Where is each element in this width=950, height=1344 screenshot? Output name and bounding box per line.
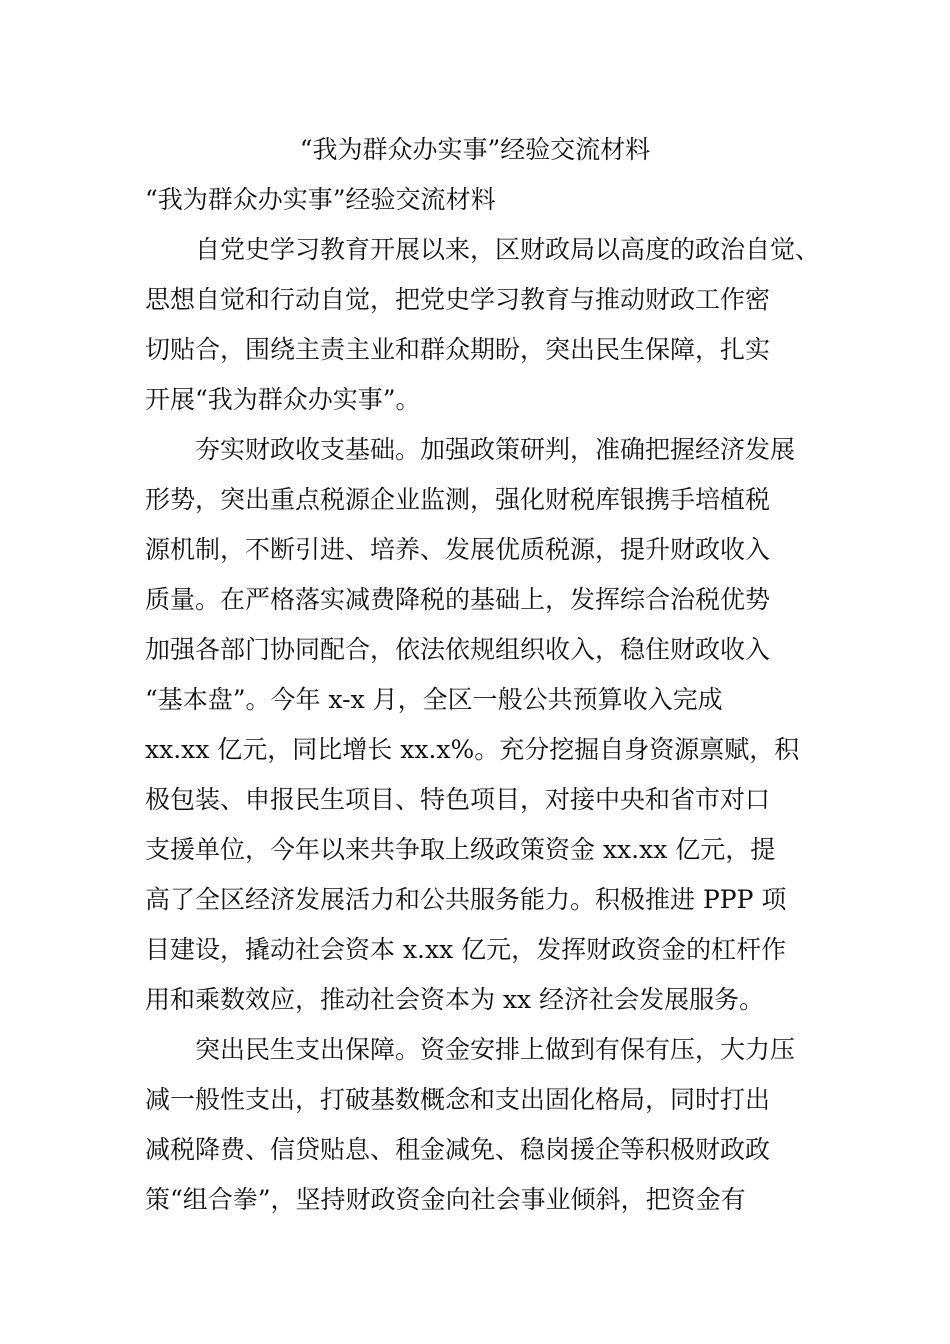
- text-line: 策“组合拳”，坚持财政资金向社会事业倾斜，把资金有: [145, 1185, 746, 1214]
- text-line: 思想自觉和行动自觉，把党史学习教育与推动财政工作密: [145, 285, 771, 314]
- text-line: xx.xx 亿元，同比增长 xx.x%。充分挖掘自身资源禀赋，积: [145, 735, 800, 764]
- text-line: 切贴合，围绕主责主业和群众期盼，突出民生保障，扎实: [145, 335, 771, 364]
- document-title: “我为群众办实事”经验交流材料: [299, 135, 651, 164]
- text-line: 质量。在严格落实减费降税的基础上，发挥综合治税优势: [145, 585, 771, 614]
- text-line: 支援单位，今年以来共争取上级政策资金 xx.xx 亿元，提: [145, 835, 776, 864]
- text-line: 减一般性支出，打破基数概念和支出固化格局，同时打出: [145, 1085, 771, 1114]
- text-line: 形势，突出重点税源企业监测，强化财税库银携手培植税: [145, 485, 771, 514]
- text-line: 用和乘数效应，推动社会资本为 xx 经济社会发展服务。: [145, 985, 765, 1014]
- text-line: 源机制，不断引进、培养、发展优质税源，提升财政收入: [145, 535, 771, 564]
- text-line: 高了全区经济发展活力和公共服务能力。积极推进 PPP 项: [145, 885, 787, 914]
- text-line: 极包装、申报民生项目、特色项目，对接中央和省市对口: [145, 785, 771, 814]
- text-line: “基本盘”。今年 x-x 月，全区一般公共预算收入完成: [145, 685, 723, 714]
- text-line: 目建设，撬动社会资本 x.xx 亿元，发挥财政资金的杠杆作: [145, 935, 787, 964]
- text-line: 加强各部门协同配合，依法依规组织收入，稳住财政收入: [145, 635, 771, 664]
- text-line: 自党史学习教育开展以来，区财政局以高度的政治自觉、: [145, 235, 821, 264]
- text-line: 开展“我为群众办实事”。: [145, 385, 421, 414]
- text-line: 突出民生支出保障。资金安排上做到有保有压，大力压: [145, 1035, 796, 1064]
- text-line: 减税降费、信贷贴息、租金减免、稳岗援企等积极财政政: [145, 1135, 771, 1164]
- document-subtitle: “我为群众办实事”经验交流材料: [145, 185, 496, 214]
- text-line: 夯实财政收支基础。加强政策研判，准确把握经济发展: [145, 435, 796, 464]
